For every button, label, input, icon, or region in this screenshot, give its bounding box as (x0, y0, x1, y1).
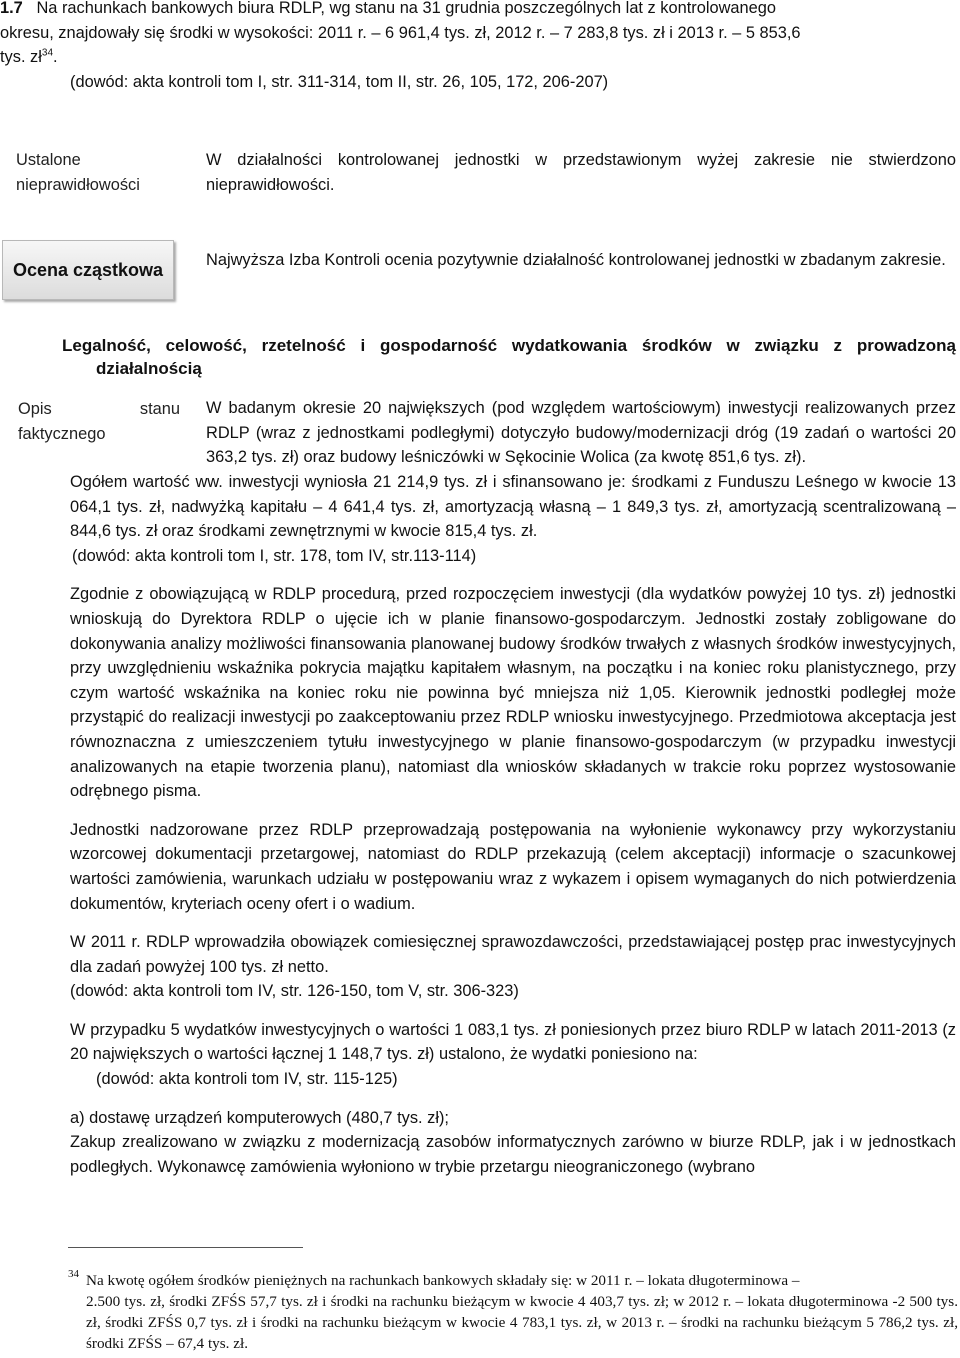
irregularities-label (16, 148, 186, 197)
facts-paragraph: W 2011 r. RDLP wprowadziła obowiązek comiesięcznej sprawozdawczości, przedstawiającej postęp prac inwestycyjnych dla zadań powyżej 100 tys. zł netto. (70, 933, 956, 976)
footnote-text: Na kwotę ogółem środków pieniężnych na rachunkach bankowych składały się: w 2011 r. – lokata długoterminowa – (86, 1272, 800, 1289)
irregularities-text: W działalności kontrolowanej jednostki w przedstawionym wyżej zakresie nie stwierdzono nieprawidłowości. (206, 151, 956, 194)
section-heading: Legalność, celowość, rzetelność i gospodarność wydatkowania środków w związku z prowadzoną działalnością (62, 336, 956, 378)
label-line (18, 397, 180, 422)
paragraph-text: Na rachunkach bankowych biura RDLP, wg stanu na 31 grudnia poszczególnych lat z kontrolowanego (36, 0, 777, 17)
facts-paragraph: Jednostki nadzorowane przez RDLP przeprowadzają postępowania na wyłonienie wykonawcy przy wykorzystaniu wzorcowej dokumentacji przetargowej, natomiast do RDLP przekazują (celem akceptacji) informacje o szacunkowej wartości zamówienia, warunkach udziału w postępowaniu wraz z wykazem i opisem wymaganych do nich potwierdzenia dokumentów, kryteriach oceny ofert i o wadium. (70, 820, 956, 913)
footnote-number: 34 (68, 1268, 79, 1280)
facts-label (18, 397, 180, 446)
label-word: stanu (139, 400, 180, 418)
footnote-ref[interactable]: 34 (41, 47, 54, 59)
facts-paragraph: W przypadku 5 wydatków inwestycyjnych o wartości 1 083,1 tys. zł poniesionych przez biuro RDLP w latach 2011-2013 (z 20 największych o wartości łącznej 1 148,7 tys. zł) ustalono, że wydatki poniesiono na: (70, 1020, 956, 1064)
paragraph-line (0, 0, 958, 21)
facts-paragraph: Zgodnie z obowiązującą w RDLP procedurą, przed rozpoczęciem inwestycji (dla wydatków powyżej 10 tys. zł) jednostki wnioskują do Dyrektora RDLP o ujęcie ich w planie finansowo-gospodarczym. Jednostki zostały zobligowane do dokonywania analizy możliwości finansowania planowanej budowy środków trwałych z własnych środków inwestycyjnych, przy uwzględnieniu wskaźnika pokrycia majątku kapitałem własnym, na początku i na koniec roku planistycznego, przy czym wartość wskaźnika na koniec roku nie powinna być mniejsza niż 1,05. Kierownik jednostki podległej może przystąpić do realizacji inwestycji po zaakceptowaniu przez RDLP wniosku inwestycyjnego. Przedmiotowa akceptacja jest równoznaczna z umieszczeniem tytułu inwestycyjnego w planie finansowo-gospodarczym (w przypadku inwestycji analizowanych na etapie tworzenia planu), natomiast dla wniosków składanych w trakcie roku poprzez wystosowanie odrębnego pisma. (70, 585, 956, 801)
label-line: nieprawidłowości (16, 175, 140, 194)
label-line: Ustalone (16, 151, 81, 169)
footnote (68, 1270, 958, 1354)
paragraph-line (0, 45, 958, 70)
evidence-note: (dowód: akta kontroli tom IV, str. 115-125) (96, 1070, 398, 1089)
facts-paragraph: Ogółem wartość ww. inwestycji wyniosła 21 214,9 tys. zł i sfinansowano je: środkami z Funduszu Leśnego w kwocie 13 064,1 tys. zł, nadwyżką kapitału – 4 641,4 tys. zł, amortyzacją własną – 1 849,3 tys. zł, amortyzacją scentralizowaną – 844,6 tys. zł oraz środkami zewnętrznymi w kwocie 815,4 tys. zł. (70, 473, 956, 541)
partial-assessment-label: Ocena cząstkowa (2, 240, 174, 300)
footnote-text: 2.500 tys. zł, środki ZFŚS 57,7 tys. zł i środki na rachunku bieżącym w kwocie 4 403,7 tys. zł; w 2012 r. – lokata długoterminowa -2 500 tys. zł, środki ZFŚS 0,7 tys. zł i środki na rachunku bieżącym w kwocie 4 783,1 tys. zł, w 2013 r. – środki na rachunku bieżącym 5 786,2 tys. zł, środki ZFŚS – 67,4 tys. zł. (86, 1293, 958, 1352)
label-word: Opis (18, 400, 52, 418)
evidence-note: (dowód: akta kontroli tom I, str. 178, tom IV, str.113-114) (72, 546, 477, 565)
footnote-divider (68, 1247, 303, 1248)
paragraph-text: tys. zł (0, 48, 42, 67)
evidence-note: (dowód: akta kontroli tom I, str. 311-314, tom II, str. 26, 105, 172, 206-207) (70, 72, 609, 91)
partial-assessment-text: Najwyższa Izba Kontroli ocenia pozytywnie działalność kontrolowanej jednostki w zbadanym zakresie. (206, 251, 946, 269)
paragraph-1-7 (0, 0, 958, 94)
facts-paragraph: W badanym okresie 20 największych (pod względem wartościowym) inwestycji realizowanych przez RDLP (wraz z jednostkami podległymi) dotyczyło budowy/modernizacji dróg (19 zadań o wartości 20 363,2 tys. zł) oraz budowy leśniczówki w Sękocinie Wolica (za kwotę 851,6 tys. zł). (206, 399, 956, 467)
paragraph-number: 1.7 (0, 0, 23, 17)
label-line: faktycznego (18, 424, 106, 443)
list-item: a) dostawę urządzeń komputerowych (480,7 tys. zł); (70, 1108, 449, 1127)
evidence-note: (dowód: akta kontroli tom IV, str. 126-150, tom V, str. 306-323) (70, 982, 519, 1001)
facts-paragraph: Zakup zrealizowano w związku z modernizacją zasobów informatycznych zarówno w biurze RDLP, jak i w jednostkach podległych. Wykonawcę zamówienia wyłoniono w trybie przetargu nieograniczonego (wybrano (70, 1133, 956, 1176)
facts-body (70, 470, 956, 1179)
paragraph-text: . (53, 48, 58, 67)
paragraph-line: okresu, znajdowały się środki w wysokości: 2011 r. – 6 961,4 tys. zł, 2012 r. – 7 283,8 tys. zł i 2013 r. – 5 853,6 (0, 23, 801, 42)
